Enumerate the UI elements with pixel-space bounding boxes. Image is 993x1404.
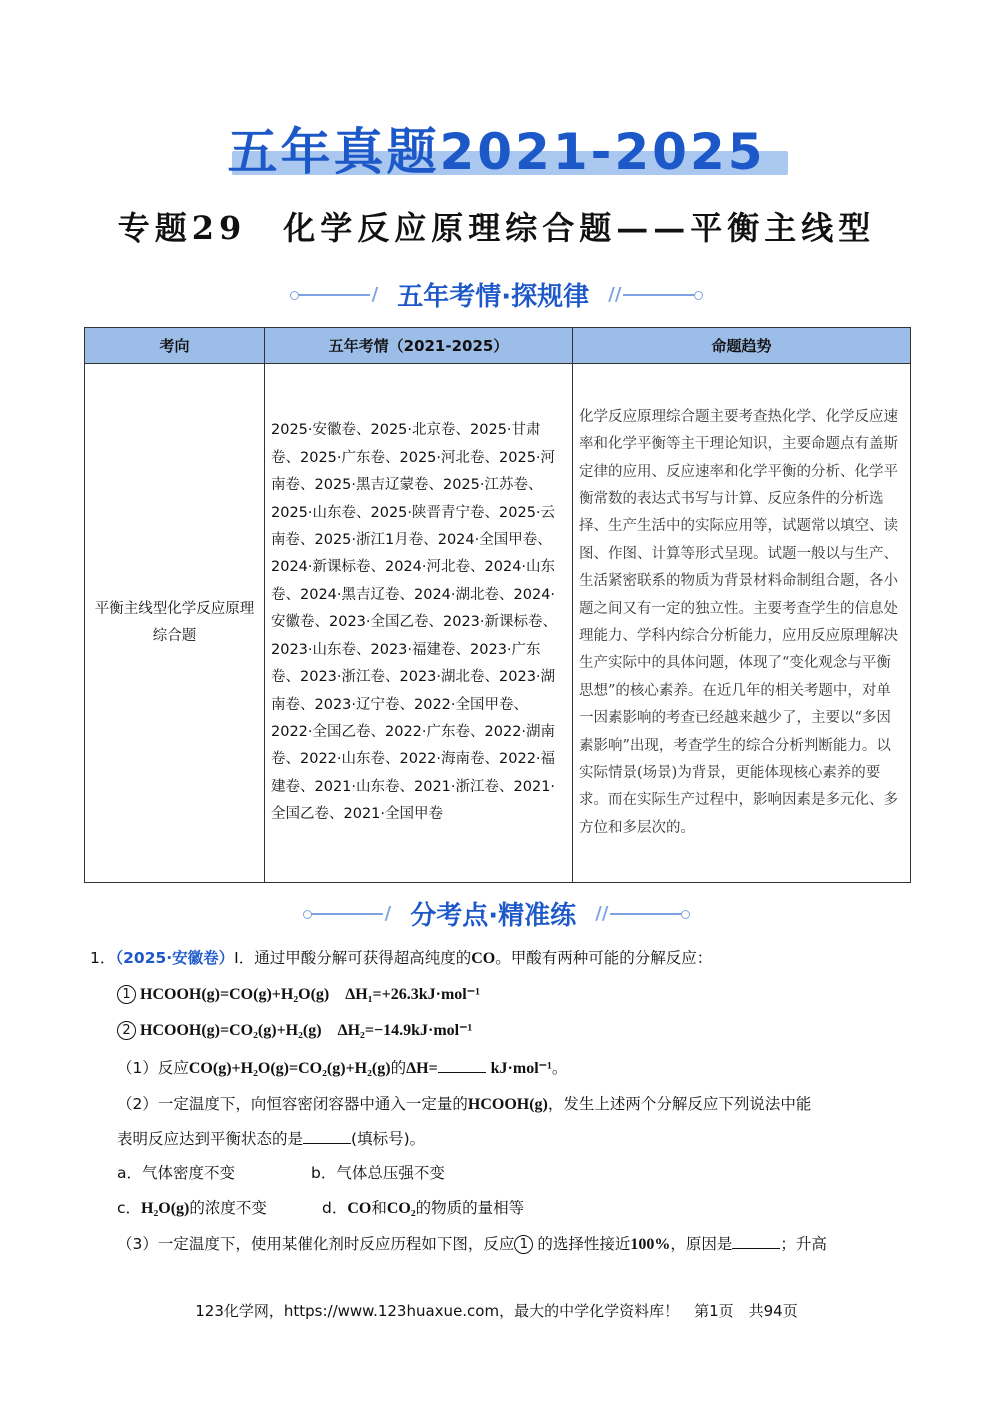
topic-title: 专题29 化学反应原理综合题——平衡主线型 bbox=[117, 209, 876, 247]
part-2-text-b: ，发生上述两个分解反应下列说法中能 bbox=[547, 1095, 812, 1113]
part-2-text: （2）一定温度下，向恒容密闭容器中通入一定量的 bbox=[117, 1095, 468, 1113]
option-c-label: c． bbox=[117, 1199, 142, 1217]
intro-text-end: 。甲酸有两种可能的分解反应： bbox=[495, 949, 713, 967]
exam-summary-table bbox=[84, 327, 911, 883]
part-1-unit: kJ·mol⁻¹ bbox=[490, 1060, 552, 1077]
part-1 bbox=[117, 1058, 567, 1079]
direction-cell: 平衡主线型化学反应原理综合题 bbox=[85, 364, 265, 883]
part-3-text: （3）一定温度下，使用某催化剂时反应历程如下图，反应 bbox=[117, 1235, 515, 1253]
part-1-equation: CO(g)+H₂O(g)=CO₂(g)+H₂(g) bbox=[188, 1060, 391, 1077]
reaction-1-equation: HCOOH(g)=CO(g)+H₂O(g) ΔH₁=+26.3kJ·mol⁻¹ bbox=[140, 986, 480, 1003]
option-b bbox=[311, 1163, 445, 1183]
option-d-text: 的物质的量相等 bbox=[415, 1199, 525, 1217]
decor-line-right bbox=[610, 913, 682, 915]
part-2-formula: HCOOH(g) bbox=[467, 1096, 548, 1113]
part-3 bbox=[117, 1234, 827, 1255]
question-source: （2025·安徽卷） bbox=[115, 949, 235, 967]
decor-line-left bbox=[298, 294, 370, 296]
table-header-row bbox=[85, 328, 911, 364]
option-b-text: b．气体总压强不变 bbox=[311, 1164, 445, 1182]
answer-blank[interactable] bbox=[732, 1234, 780, 1249]
option-a-text: a．气体密度不变 bbox=[117, 1164, 235, 1182]
answer-blank[interactable] bbox=[438, 1058, 486, 1073]
slash-decor-icon: // bbox=[595, 903, 609, 924]
section-header-overview bbox=[0, 276, 993, 313]
option-c-text: 的浓度不变 bbox=[189, 1199, 267, 1217]
section-title: 分考点·精准练 bbox=[410, 901, 577, 931]
option-d-formula-2: CO₂ bbox=[386, 1200, 416, 1217]
option-d-label: d． bbox=[322, 1199, 348, 1217]
part-2-cont bbox=[117, 1129, 425, 1149]
table-row bbox=[85, 364, 911, 883]
part-1-text: （1）反应 bbox=[117, 1059, 189, 1077]
answer-blank[interactable] bbox=[303, 1129, 351, 1144]
part-2-text-c: 表明反应达到平衡状态的是 bbox=[117, 1130, 304, 1148]
part-3-text-c: ，原因是 bbox=[670, 1235, 733, 1253]
decor-line-left bbox=[311, 913, 383, 915]
option-c-formula: H₂O(g) bbox=[141, 1200, 190, 1217]
section-header-practice bbox=[0, 895, 993, 932]
option-d-formula-1: CO bbox=[347, 1200, 372, 1217]
decor-line-right bbox=[623, 294, 695, 296]
reaction-2-equation: HCOOH(g)=CO₂(g)+H₂(g) ΔH₂=−14.9kJ·mol⁻¹ bbox=[140, 1022, 473, 1039]
trend-cell: 化学反应原理综合题主要考查热化学、化学反应速率和化学平衡等主干理论知识，主要命题点有盖斯定律的应用、反应速率和化学平衡的分析、化学平衡常数的表达式书写与计算、反应条件的分析选择、生产生活中的实际应用等，试题常以填空、读图、作图、计算等形式呈现。试题一般以与生产、生活紧密联系的物质为背景材料命制组合题，各小题之间又有一定的独立性。主要考查学生的信息处理能力、学科内综合分析能力，应用反应原理解决生产实际中的具体问题，体现了“变化观念与平衡思想”的核心素养。在近几年的相关考题中，对单一因素影响的考查已经越来越少了，主要以“多因素影响”出现，考查学生的综合分析判断能力。以实际情景(场景)为背景，更能体现核心素养的要求。而在实际生产过程中，影响因素是多元化、多方位和多层次的。 bbox=[573, 364, 911, 883]
banner-title: 五年真题2021-2025 bbox=[227, 123, 766, 181]
part-3-text-d: ；升高 bbox=[780, 1235, 827, 1253]
question-number: 1． bbox=[90, 949, 116, 967]
part-1-delta-h: ΔH= bbox=[406, 1060, 438, 1077]
circled-number-2: 2 bbox=[117, 1021, 136, 1040]
reaction-2 bbox=[117, 1020, 472, 1041]
part-3-percent: 100% bbox=[630, 1236, 671, 1253]
option-a bbox=[117, 1163, 235, 1183]
option-d bbox=[322, 1198, 524, 1219]
formula-co: CO bbox=[471, 950, 496, 967]
part-1-end: 。 bbox=[551, 1059, 568, 1077]
option-c bbox=[117, 1198, 267, 1219]
section-title: 五年考情·探规律 bbox=[397, 282, 590, 312]
slash-decor-icon: / bbox=[371, 284, 379, 305]
slash-decor-icon: / bbox=[384, 903, 392, 924]
intro-text: I．通过甲酸分解可获得超高纯度的 bbox=[234, 949, 472, 967]
part-2-text-d: (填标号)。 bbox=[351, 1130, 426, 1148]
header-years: 五年考情（2021-2025） bbox=[265, 328, 573, 364]
header-direction: 考向 bbox=[85, 328, 265, 364]
header-trend: 命题趋势 bbox=[573, 328, 911, 364]
option-d-mid: 和 bbox=[371, 1199, 387, 1217]
circled-number-1: 1 bbox=[514, 1235, 533, 1254]
part-1-text-b: 的 bbox=[390, 1059, 407, 1077]
page-footer: 123化学网，https://www.123huaxue.com，最大的中学化学资料库！ 第1页 共94页 bbox=[195, 1302, 798, 1320]
part-2 bbox=[117, 1094, 811, 1115]
circled-number-1: 1 bbox=[117, 985, 136, 1004]
years-cell: 2025·安徽卷、2025·北京卷、2025·甘肃卷、2025·广东卷、2025·河北卷、2025·河南卷、2025·黑吉辽蒙卷、2025·江苏卷、2025·山东卷、2025·陕晋青宁卷、2025·云南卷、2025·浙江1月卷、2024·全国甲卷、2024·新课标卷、2024·河北卷、2024·山东卷、2024·黑吉辽卷、2024·湖北卷、2024·安徽卷、2023·全国乙卷、2023·新课标卷、2023·山东卷、2023·福建卷、2023·广东卷、2023·浙江卷、2023·湖北卷、2023·湖南卷、2023·辽宁卷、2022·全国甲卷、2022·全国乙卷、2022·广东卷、2022·湖南卷、2022·山东卷、2022·海南卷、2022·福建卷、2021·山东卷、2021·浙江卷、2021·全国乙卷、2021·全国甲卷 bbox=[265, 364, 573, 883]
reaction-1 bbox=[117, 984, 480, 1005]
question-intro bbox=[90, 948, 712, 969]
slash-decor-icon: // bbox=[608, 284, 622, 305]
part-3-text-b: 的选择性接近 bbox=[537, 1235, 631, 1253]
